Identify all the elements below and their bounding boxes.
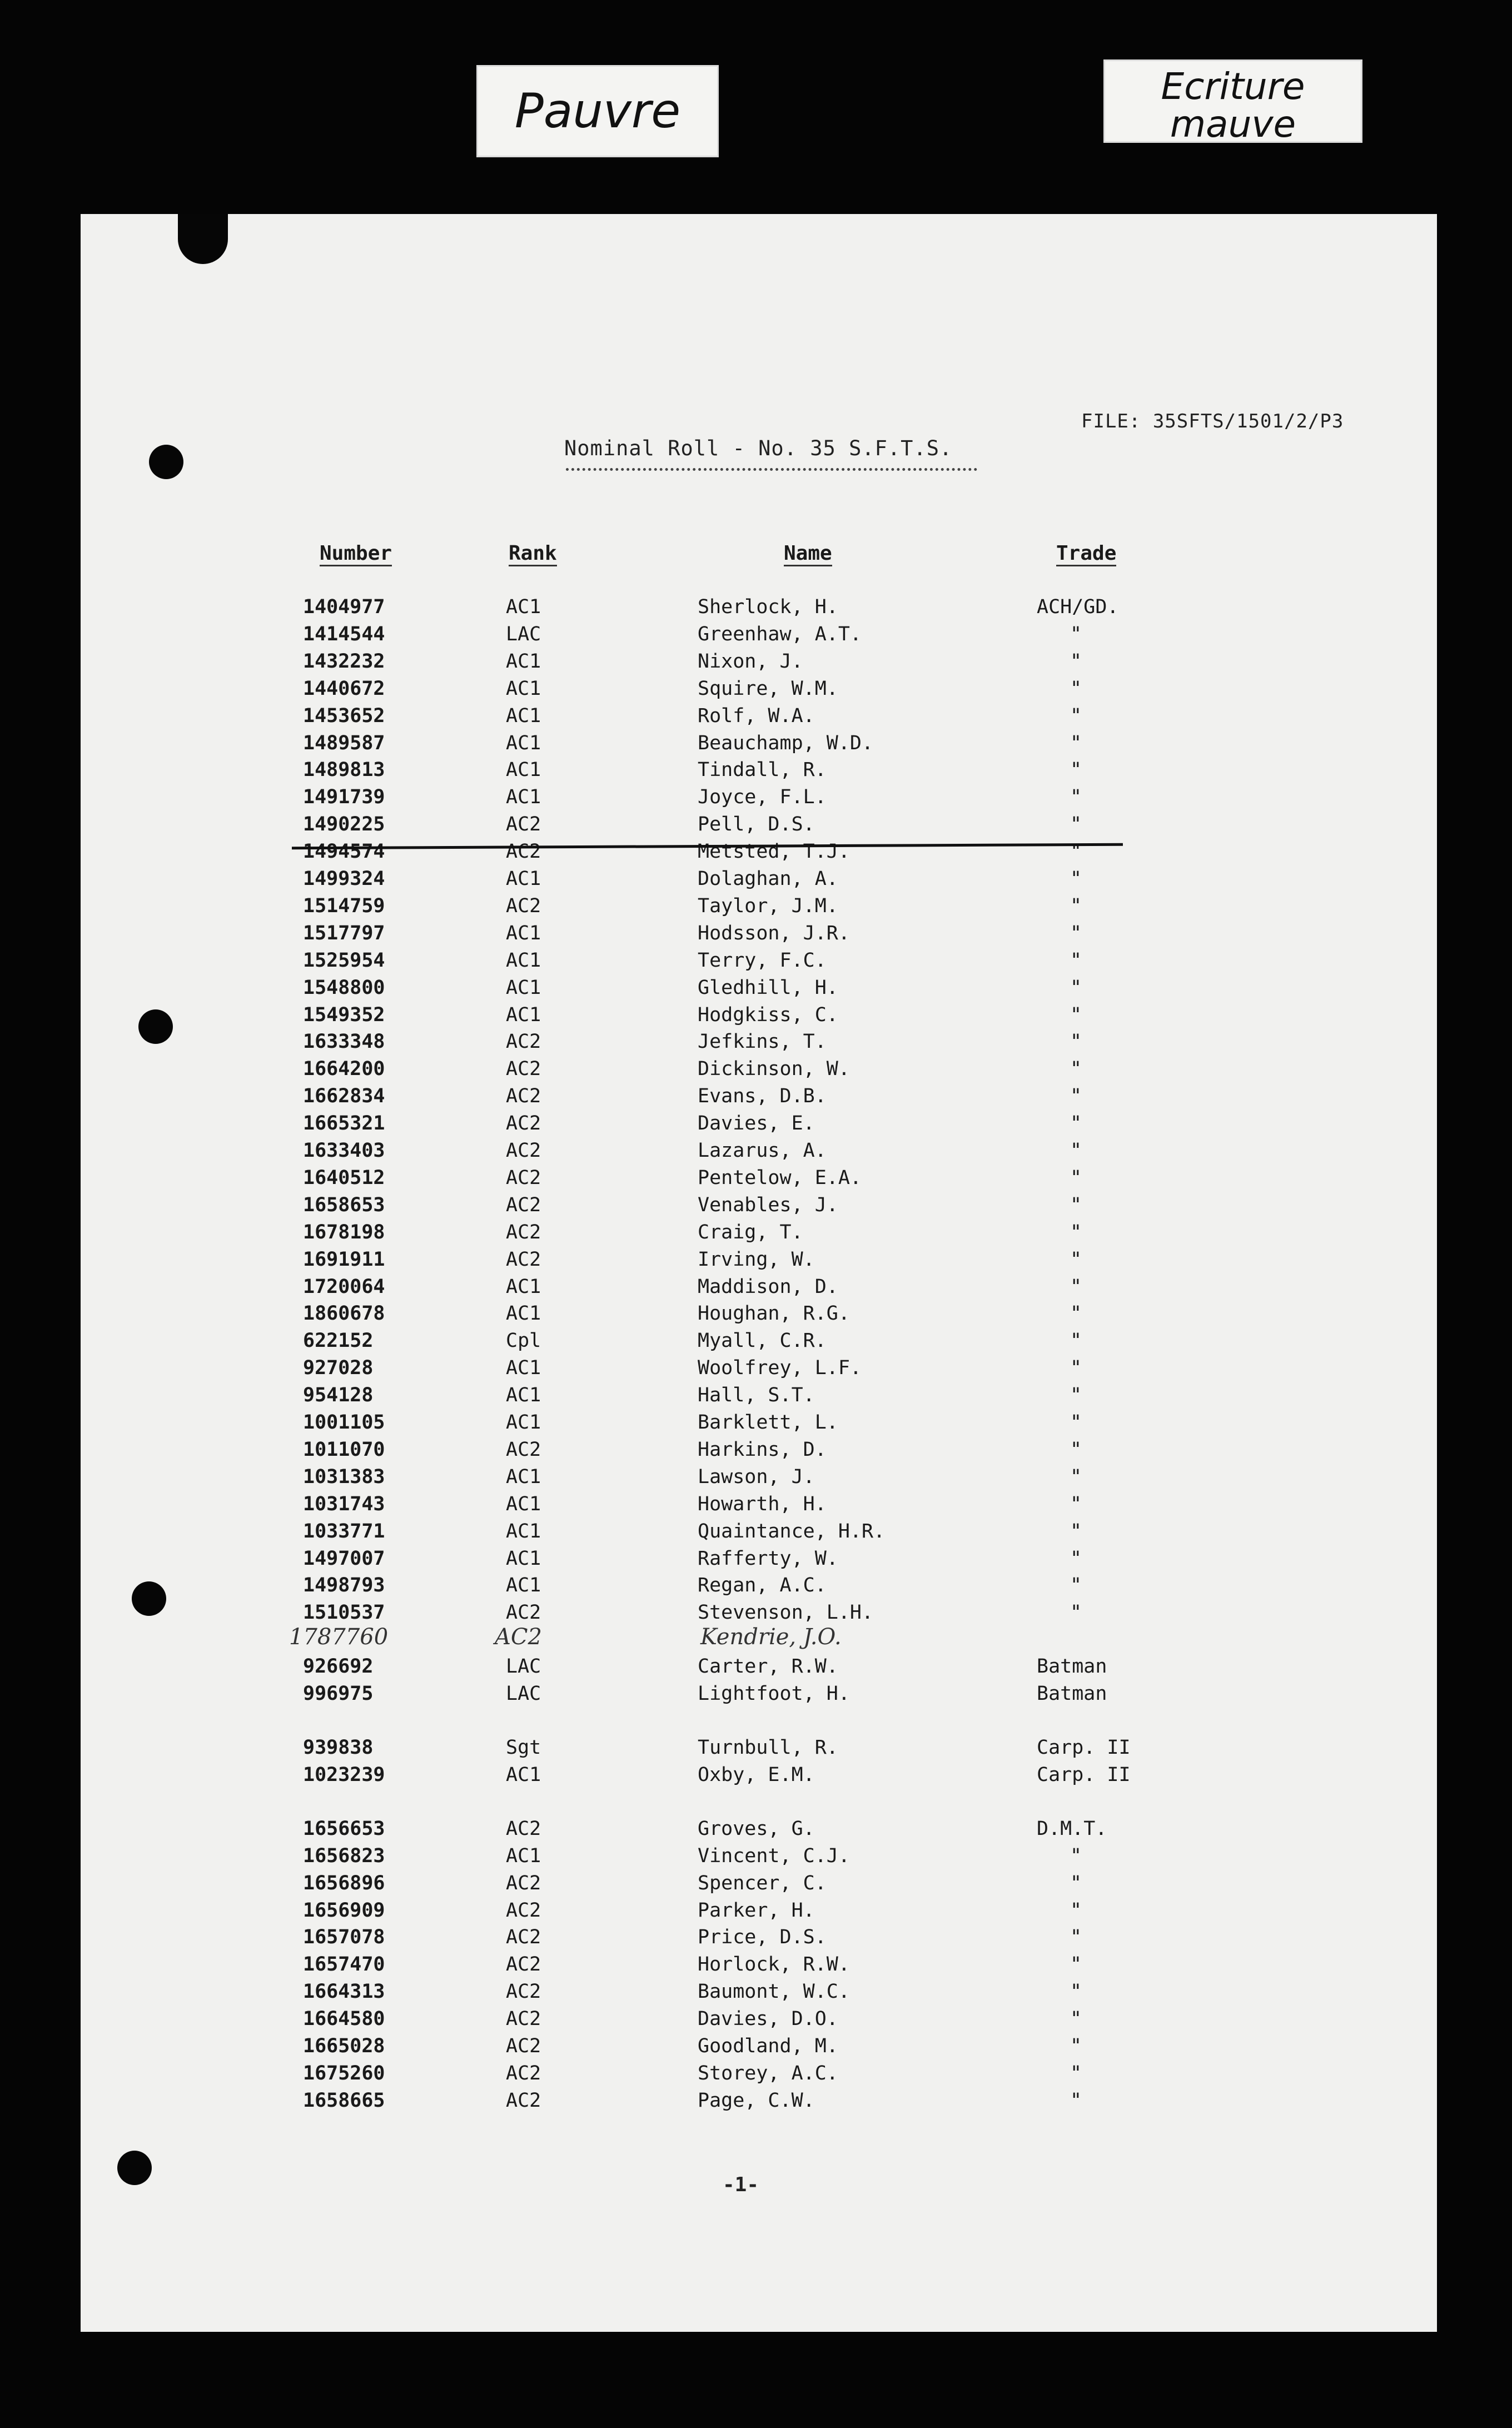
cell-trade: "	[1070, 1194, 1082, 1216]
cell-name: Sherlock, H.	[698, 596, 838, 618]
cell-rank: AC1	[506, 1548, 541, 1570]
cell-trade: "	[1070, 1574, 1082, 1596]
table-row	[0, 2089, 1512, 2116]
table-row	[0, 732, 1512, 759]
cell-trade: "	[1070, 623, 1082, 645]
cell-rank: AC1	[506, 1845, 541, 1867]
cell-trade: "	[1070, 2035, 1082, 2057]
cell-number: 1440672	[303, 678, 385, 700]
cell-name: Davies, D.O.	[698, 2008, 838, 2030]
cell-number: 1517797	[303, 922, 385, 944]
cell-name: Davies, E.	[698, 1112, 815, 1135]
cell-number: 1640512	[303, 1167, 385, 1189]
cell-trade: "	[1070, 705, 1082, 727]
cell-trade: "	[1070, 977, 1082, 999]
cell-rank: AC2	[506, 1926, 541, 1948]
header-trade: Trade	[1056, 542, 1116, 566]
table-row	[0, 1655, 1512, 1682]
cell-number: 1497007	[303, 1548, 385, 1570]
cell-trade: "	[1070, 1520, 1082, 1543]
cell-trade: "	[1070, 1031, 1082, 1053]
cell-number: 1023239	[303, 1764, 385, 1786]
cell-rank: LAC	[506, 1655, 541, 1678]
table-row	[0, 977, 1512, 1003]
cell-trade: "	[1070, 1058, 1082, 1080]
cell-rank: LAC	[506, 1683, 541, 1705]
page-number: -1-	[723, 2173, 759, 2196]
cell-trade: "	[1070, 813, 1082, 835]
cell-name: Price, D.S.	[698, 1926, 827, 1948]
cell-trade: "	[1070, 949, 1082, 972]
label-pauvre: Pauvre	[476, 65, 719, 157]
cell-name: Jefkins, T.	[698, 1031, 827, 1053]
cell-name: Terry, F.C.	[698, 949, 827, 972]
cell-number: 1675260	[303, 2062, 385, 2084]
cell-number: 1860678	[303, 1302, 385, 1325]
cell-name: Dolaghan, A.	[698, 868, 838, 890]
cell-number: 1498793	[303, 1574, 385, 1596]
cell-number: 1720064	[303, 1276, 385, 1298]
table-row	[0, 786, 1512, 813]
cell-rank: AC2	[506, 2008, 541, 2030]
cell-trade: "	[1070, 1493, 1082, 1515]
table-row	[0, 1031, 1512, 1057]
cell-rank: AC2	[506, 840, 541, 863]
table-row	[0, 1466, 1512, 1492]
cell-rank: AC2	[506, 1140, 541, 1162]
cell-rank: AC1	[506, 1004, 541, 1026]
table-row	[0, 1953, 1512, 1980]
cell-number: 1664313	[303, 1981, 385, 2003]
cell-trade: "	[1070, 1899, 1082, 1922]
punch-hole	[117, 2151, 152, 2185]
cell-trade: "	[1070, 1004, 1082, 1026]
table-row	[0, 650, 1512, 677]
cell-name: Turnbull, R.	[698, 1737, 838, 1759]
label-line-1: Ecriture	[1161, 65, 1305, 108]
cell-rank: AC1	[506, 678, 541, 700]
cell-number: 1633403	[303, 1140, 385, 1162]
cell-name: Evans, D.B.	[698, 1085, 827, 1107]
cell-name: Hall, S.T.	[698, 1384, 815, 1406]
punch-hole	[149, 445, 183, 479]
table-row	[0, 1330, 1512, 1356]
cell-rank: Cpl	[506, 1330, 541, 1352]
cell-rank: AC1	[506, 977, 541, 999]
cell-number: 1001105	[303, 1411, 385, 1434]
cell-trade: "	[1070, 650, 1082, 673]
table-row	[0, 1439, 1512, 1465]
cell-rank: AC2	[506, 1221, 541, 1243]
table-row	[0, 1548, 1512, 1574]
cell-number: 1525954	[303, 949, 385, 972]
cell-name: Spencer, C.	[698, 1872, 827, 1894]
table-row	[0, 922, 1512, 949]
table-row	[0, 623, 1512, 650]
cell-number: 1489813	[303, 759, 385, 781]
table-row	[0, 813, 1512, 840]
cell-name: Woolfrey, L.F.	[698, 1357, 862, 1379]
cell-trade: "	[1070, 678, 1082, 700]
cell-name: Oxby, E.M.	[698, 1764, 815, 1786]
cell-trade: "	[1070, 1302, 1082, 1325]
cell-rank: AC1	[506, 705, 541, 727]
cell-trade: "	[1070, 1357, 1082, 1379]
cell-rank: AC1	[506, 1520, 541, 1543]
cell-number: 1510537	[303, 1601, 385, 1624]
cell-name: Goodland, M.	[698, 2035, 838, 2057]
cell-name: Baumont, W.C.	[698, 1981, 850, 2003]
cell-number: 1665028	[303, 2035, 385, 2057]
cell-rank: AC1	[506, 596, 541, 618]
header-rank: Rank	[509, 542, 557, 566]
cell-trade: "	[1070, 895, 1082, 917]
table-row	[0, 1872, 1512, 1899]
cell-rank: AC2	[506, 1112, 541, 1135]
cell-number: 1453652	[303, 705, 385, 727]
cell-trade: "	[1070, 868, 1082, 890]
cell-trade: "	[1070, 1085, 1082, 1107]
cell-name: Carter, R.W.	[698, 1655, 838, 1678]
cell-rank: AC1	[506, 1302, 541, 1325]
cell-name: Storey, A.C.	[698, 2062, 838, 2084]
cell-number: 1031383	[303, 1466, 385, 1488]
cell-number: 926692	[303, 1655, 374, 1678]
cell-rank: AC1	[506, 1466, 541, 1488]
header-name: Name	[784, 542, 832, 566]
cell-name: Rolf, W.A.	[698, 705, 815, 727]
cell-name: Joyce, F.L.	[698, 786, 827, 808]
table-row	[0, 705, 1512, 732]
cell-number: 1414544	[303, 623, 385, 645]
cell-number: 1664200	[303, 1058, 385, 1080]
cell-rank: AC2	[506, 1085, 541, 1107]
cell-trade: "	[1070, 922, 1082, 944]
cell-number: 1033771	[303, 1520, 385, 1543]
cell-trade: "	[1070, 1601, 1082, 1624]
cell-trade: D.M.T.	[1037, 1818, 1107, 1840]
table-row	[0, 1737, 1512, 1763]
cell-number: 622152	[303, 1330, 374, 1352]
cell-trade: "	[1070, 1411, 1082, 1434]
cell-name: Hodsson, J.R.	[698, 922, 850, 944]
cell-number: 1011070	[303, 1439, 385, 1461]
cell-name: Maddison, D.	[698, 1276, 838, 1298]
cell-name: Beauchamp, W.D.	[698, 732, 874, 754]
cell-rank: AC1	[506, 949, 541, 972]
cell-trade: "	[1070, 1248, 1082, 1271]
cell-number: 1489587	[303, 732, 385, 754]
cell-trade: "	[1070, 1926, 1082, 1948]
cell-trade: "	[1070, 1872, 1082, 1894]
table-row	[0, 1764, 1512, 1790]
cell-name: Horlock, R.W.	[698, 1953, 850, 1976]
cell-rank: AC2	[506, 2035, 541, 2057]
table-row	[0, 895, 1512, 922]
cell-trade: "	[1070, 1439, 1082, 1461]
cell-trade: "	[1070, 840, 1082, 863]
cell-trade: Batman	[1037, 1655, 1107, 1678]
cell-rank: AC2	[506, 1953, 541, 1976]
cell-number: 1432232	[303, 650, 385, 673]
table-row	[0, 1926, 1512, 1953]
table-row	[0, 759, 1512, 785]
cell-trade: "	[1070, 1548, 1082, 1570]
cell-trade: "	[1070, 1330, 1082, 1352]
cell-rank: AC1	[506, 922, 541, 944]
handwritten-number: 1787760	[289, 1624, 389, 1650]
cell-number: 1656896	[303, 1872, 385, 1894]
title-underline	[566, 468, 977, 471]
cell-number: 939838	[303, 1737, 374, 1759]
cell-trade: Carp. II	[1037, 1764, 1131, 1786]
cell-rank: AC1	[506, 786, 541, 808]
table-row	[0, 1276, 1512, 1302]
cell-rank: AC2	[506, 1872, 541, 1894]
table-row	[0, 1167, 1512, 1193]
table-row	[0, 868, 1512, 894]
file-reference: FILE: 35SFTS/1501/2/P3	[1081, 410, 1344, 432]
cell-number: 1494574	[303, 840, 385, 863]
cell-rank: Sgt	[506, 1737, 541, 1759]
cell-trade: Batman	[1037, 1683, 1107, 1705]
cell-name: Gledhill, H.	[698, 977, 838, 999]
cell-trade: "	[1070, 786, 1082, 808]
label-line-2: mauve	[1170, 103, 1296, 146]
cell-number: 1514759	[303, 895, 385, 917]
cell-trade: "	[1070, 2089, 1082, 2112]
cell-number: 996975	[303, 1683, 374, 1705]
cell-trade: "	[1070, 1276, 1082, 1298]
cell-name: Parker, H.	[698, 1899, 815, 1922]
handwritten-rank: AC2	[495, 1624, 542, 1650]
cell-number: 1491739	[303, 786, 385, 808]
cell-name: Quaintance, H.R.	[698, 1520, 886, 1543]
table-row	[0, 678, 1512, 704]
cell-name: Metsted, T.J.	[698, 840, 850, 863]
cell-number: 1657470	[303, 1953, 385, 1976]
cell-number: 1678198	[303, 1221, 385, 1243]
cell-rank: AC1	[506, 1357, 541, 1379]
cell-number: 1499324	[303, 868, 385, 890]
cell-rank: AC2	[506, 1167, 541, 1189]
table-row	[0, 1411, 1512, 1438]
cell-rank: AC1	[506, 732, 541, 754]
cell-name: Taylor, J.M.	[698, 895, 838, 917]
cell-number: 1549352	[303, 1004, 385, 1026]
handwritten-name: Kendrie, J.O.	[700, 1624, 842, 1650]
cell-trade: "	[1070, 759, 1082, 781]
cell-number: 1662834	[303, 1085, 385, 1107]
cell-trade: "	[1070, 1466, 1082, 1488]
cell-number: 1031743	[303, 1493, 385, 1515]
cell-rank: AC1	[506, 650, 541, 673]
cell-rank: AC1	[506, 1574, 541, 1596]
cell-rank: AC2	[506, 2062, 541, 2084]
table-row	[0, 1574, 1512, 1601]
table-row	[0, 2008, 1512, 2034]
cell-trade: "	[1070, 1167, 1082, 1189]
table-row	[0, 596, 1512, 623]
cell-number: 1658665	[303, 2089, 385, 2112]
cell-trade: ACH/GD.	[1037, 596, 1119, 618]
torn-corner	[178, 214, 228, 264]
cell-name: Regan, A.C.	[698, 1574, 827, 1596]
cell-number: 954128	[303, 1384, 374, 1406]
cell-rank: AC2	[506, 1031, 541, 1053]
cell-name: Dickinson, W.	[698, 1058, 850, 1080]
cell-name: Craig, T.	[698, 1221, 803, 1243]
cell-trade: "	[1070, 1845, 1082, 1867]
table-row	[0, 1058, 1512, 1084]
cell-number: 1490225	[303, 813, 385, 835]
cell-name: Groves, G.	[698, 1818, 815, 1840]
cell-name: Pell, D.S.	[698, 813, 815, 835]
table-row	[0, 1357, 1512, 1384]
cell-rank: LAC	[506, 623, 541, 645]
cell-rank: AC2	[506, 813, 541, 835]
cell-number: 1657078	[303, 1926, 385, 1948]
cell-rank: AC1	[506, 1384, 541, 1406]
cell-name: Tindall, R.	[698, 759, 827, 781]
cell-name: Rafferty, W.	[698, 1548, 838, 1570]
cell-number: 1665321	[303, 1112, 385, 1135]
cell-trade: "	[1070, 1140, 1082, 1162]
cell-rank: AC2	[506, 1194, 541, 1216]
label-ecriture-mauve	[1103, 59, 1362, 146]
table-row	[0, 1194, 1512, 1221]
cell-trade: "	[1070, 1384, 1082, 1406]
cell-rank: AC2	[506, 1981, 541, 2003]
cell-number: 1658653	[303, 1194, 385, 1216]
cell-rank: AC1	[506, 1493, 541, 1515]
table-row	[0, 1004, 1512, 1031]
cell-number: 927028	[303, 1357, 374, 1379]
cell-name: Stevenson, L.H.	[698, 1601, 874, 1624]
table-row	[0, 1085, 1512, 1112]
table-row	[0, 1493, 1512, 1520]
cell-rank: AC1	[506, 868, 541, 890]
table-row	[0, 1384, 1512, 1411]
cell-name: Squire, W.M.	[698, 678, 838, 700]
cell-number: 1664580	[303, 2008, 385, 2030]
cell-rank: AC2	[506, 2089, 541, 2112]
cell-trade: "	[1070, 2062, 1082, 2084]
cell-number: 1656909	[303, 1899, 385, 1922]
cell-rank: AC2	[506, 1058, 541, 1080]
table-row	[0, 1302, 1512, 1329]
cell-rank: AC2	[506, 1601, 541, 1624]
table-row	[0, 1221, 1512, 1248]
cell-name: Page, C.W.	[698, 2089, 815, 2112]
cell-number: 1548800	[303, 977, 385, 999]
header-number: Number	[320, 542, 392, 566]
cell-rank: AC1	[506, 1411, 541, 1434]
cell-name: Greenhaw, A.T.	[698, 623, 862, 645]
table-row	[0, 2062, 1512, 2089]
cell-rank: AC2	[506, 1899, 541, 1922]
cell-name: Houghan, R.G.	[698, 1302, 850, 1325]
cell-rank: AC2	[506, 1248, 541, 1271]
table-row	[0, 2035, 1512, 2062]
table-row	[0, 1112, 1512, 1139]
table-row	[0, 1683, 1512, 1709]
cell-trade: "	[1070, 1221, 1082, 1243]
cell-rank: AC1	[506, 1276, 541, 1298]
cell-number: 1404977	[303, 596, 385, 618]
cell-name: Lawson, J.	[698, 1466, 815, 1488]
table-row	[0, 1981, 1512, 2007]
cell-rank: AC2	[506, 1439, 541, 1461]
cell-name: Lazarus, A.	[698, 1140, 827, 1162]
cell-name: Hodgkiss, C.	[698, 1004, 838, 1026]
cell-name: Pentelow, E.A.	[698, 1167, 862, 1189]
cell-trade: "	[1070, 732, 1082, 754]
cell-trade: "	[1070, 2008, 1082, 2030]
table-row	[0, 949, 1512, 976]
cell-number: 1656823	[303, 1845, 385, 1867]
cell-number: 1691911	[303, 1248, 385, 1271]
table-row	[0, 1899, 1512, 1926]
cell-trade: Carp. II	[1037, 1737, 1131, 1759]
table-row	[0, 1140, 1512, 1166]
cell-number: 1633348	[303, 1031, 385, 1053]
cell-trade: "	[1070, 1981, 1082, 2003]
cell-name: Lightfoot, H.	[698, 1683, 850, 1705]
cell-name: Harkins, D.	[698, 1439, 827, 1461]
cell-number: 1656653	[303, 1818, 385, 1840]
table-row	[0, 1818, 1512, 1844]
cell-rank: AC2	[506, 895, 541, 917]
cell-rank: AC1	[506, 759, 541, 781]
cell-name: Vincent, C.J.	[698, 1845, 850, 1867]
table-row	[0, 1248, 1512, 1275]
cell-trade: "	[1070, 1112, 1082, 1135]
cell-trade: "	[1070, 1953, 1082, 1976]
cell-rank: AC1	[506, 1764, 541, 1786]
cell-name: Irving, W.	[698, 1248, 815, 1271]
table-row	[0, 1520, 1512, 1547]
cell-name: Nixon, J.	[698, 650, 803, 673]
cell-name: Barklett, L.	[698, 1411, 838, 1434]
cell-name: Myall, C.R.	[698, 1330, 827, 1352]
cell-rank: AC2	[506, 1818, 541, 1840]
table-row	[0, 1845, 1512, 1872]
document-title: Nominal Roll - No. 35 S.F.T.S.	[564, 436, 953, 460]
cell-name: Venables, J.	[698, 1194, 838, 1216]
cell-name: Howarth, H.	[698, 1493, 827, 1515]
